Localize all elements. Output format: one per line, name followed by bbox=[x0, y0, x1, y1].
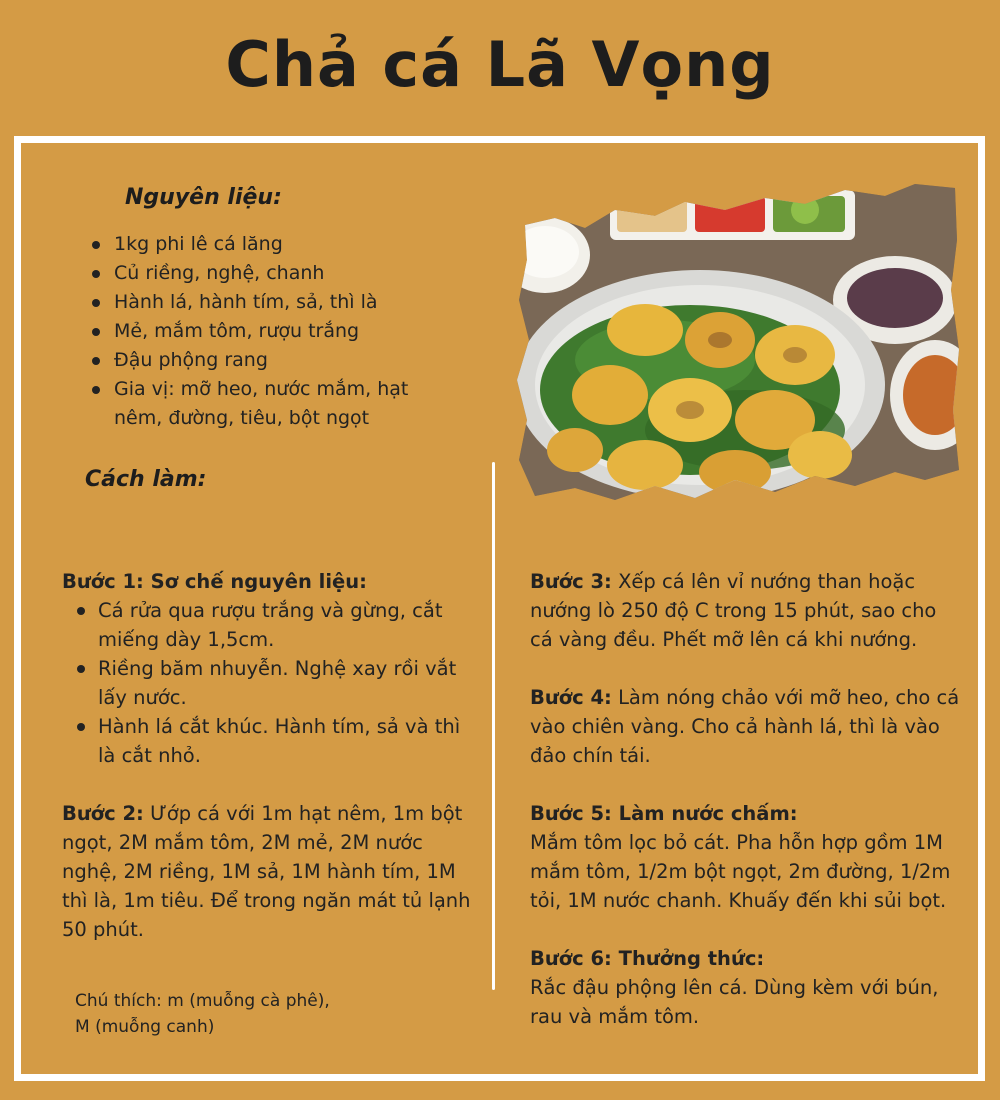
footnote bbox=[75, 988, 330, 1040]
ingredient-item: Hành lá, hành tím, sả, thì là bbox=[90, 288, 450, 317]
step1-bullet: Hành lá cắt khúc. Hành tím, sả và thì là cắt nhỏ. bbox=[62, 712, 482, 770]
step3-text: Xếp cá lên vỉ nướng than hoặc nướng lò 250 độ C trong 15 phút, sao cho cá vàng đều. Phết mỡ lên cá khi nướng. bbox=[530, 570, 937, 651]
step1-label: Bước 1: Sơ chế nguyên liệu: bbox=[62, 570, 367, 593]
step6-text: Rắc đậu phộng lên cá. Dùng kèm với bún, rau và mắm tôm. bbox=[530, 976, 939, 1028]
page-title: Chả cá Lã Vọng bbox=[225, 28, 775, 101]
step4-label: Bước 4: bbox=[530, 686, 612, 709]
footnote-line: M (muỗng canh) bbox=[75, 1017, 215, 1037]
step3-label: Bước 3: bbox=[530, 570, 612, 593]
step2 bbox=[62, 799, 482, 944]
step1-bullet: Riềng băm nhuyễn. Nghệ xay rồi vắt lấy nước. bbox=[62, 654, 482, 712]
step5-label: Bước 5: Làm nước chấm: bbox=[530, 802, 798, 825]
dish-photo bbox=[515, 180, 960, 505]
ingredient-item: Củ riềng, nghệ, chanh bbox=[90, 259, 450, 288]
column-divider bbox=[492, 462, 495, 990]
step4 bbox=[530, 683, 960, 770]
method-right-column bbox=[530, 567, 960, 1031]
ingredient-item: Gia vị: mỡ heo, nước mắm, hạt nêm, đường, tiêu, bột ngọt bbox=[90, 375, 450, 433]
step6-label: Bước 6: Thưởng thức: bbox=[530, 947, 765, 970]
ingredients-heading: Nguyên liệu: bbox=[125, 185, 282, 210]
step1-bullets bbox=[62, 596, 482, 770]
step5-text: Mắm tôm lọc bỏ cát. Pha hỗn hợp gồm 1M mắm tôm, 1/2m bột ngọt, 2m đường, 1/2m tỏi, 1M nước chanh. Khuấy đến khi sủi bọt. bbox=[530, 831, 951, 912]
method-left-column bbox=[62, 567, 482, 944]
ingredient-item: 1kg phi lê cá lăng bbox=[90, 230, 450, 259]
step1-bullet: Cá rửa qua rượu trắng và gừng, cắt miếng dày 1,5cm. bbox=[62, 596, 482, 654]
method-heading: Cách làm: bbox=[85, 467, 207, 492]
step4-text: Làm nóng chảo với mỡ heo, cho cá vào chiên vàng. Cho cả hành lá, thì là vào đảo chín tái. bbox=[530, 686, 960, 767]
ingredient-item: Mẻ, mắm tôm, rượu trắng bbox=[90, 317, 450, 346]
step2-text: Ướp cá với 1m hạt nêm, 1m bột ngọt, 2M mắm tôm, 2M mẻ, 2M nước nghệ, 2M riềng, 1M sả, 1M hành tím, 1M thì là, 1m tiêu. Để trong ngăn mát tủ lạnh 50 phút. bbox=[62, 802, 471, 941]
step3 bbox=[530, 567, 960, 654]
footnote-line: Chú thích: m (muỗng cà phê), bbox=[75, 991, 330, 1011]
step2-label: Bước 2: bbox=[62, 802, 144, 825]
ingredient-item: Đậu phộng rang bbox=[90, 346, 450, 375]
ingredients-list bbox=[90, 230, 450, 433]
